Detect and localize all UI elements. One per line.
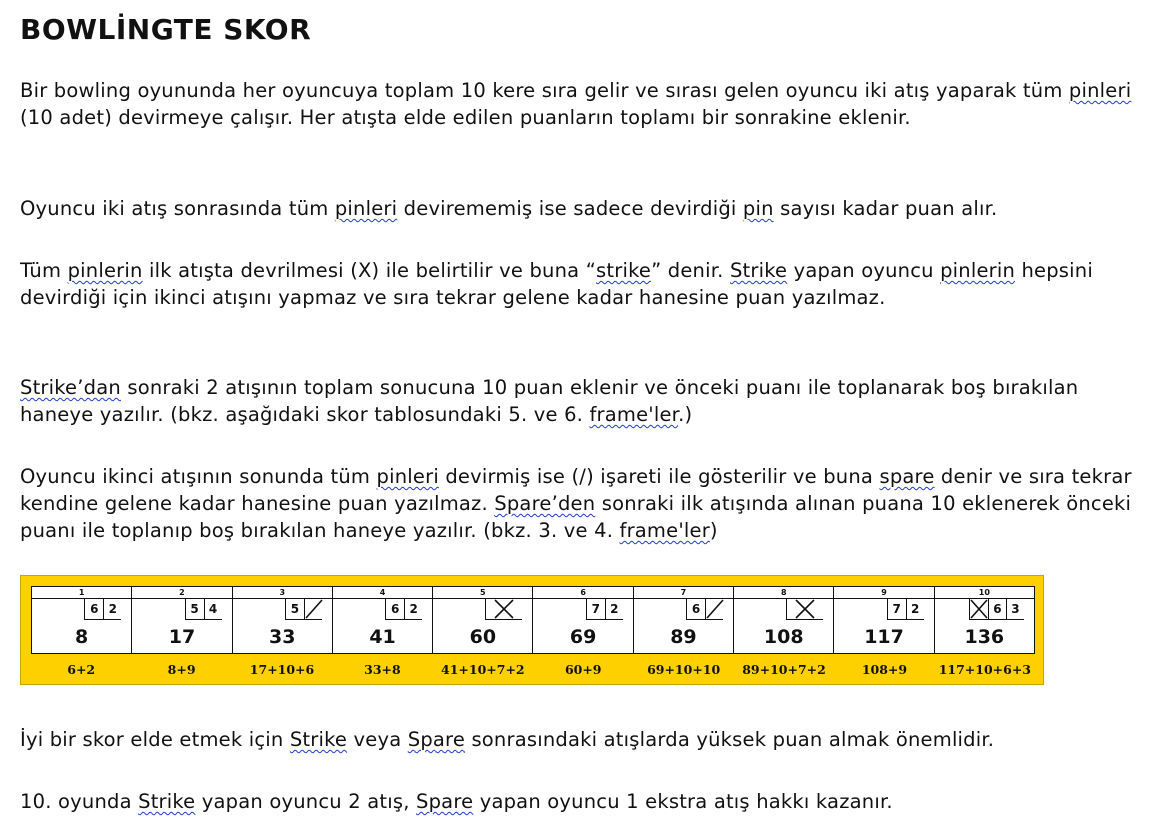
frame-number: 2 [132, 587, 231, 599]
frame-calculation: 33+8 [364, 662, 401, 677]
score-table [20, 575, 1044, 685]
paragraph-intro [20, 77, 1150, 131]
frame-total: 33 [269, 626, 296, 648]
score-frame [233, 587, 333, 653]
text-run: İyi bir skor elde etmek için [20, 728, 290, 751]
frame-number: 1 [32, 587, 131, 599]
spellcheck-word: Spare [416, 790, 474, 813]
frame-rolls [786, 599, 823, 620]
text-run: hepsini devirdiği için ikinci atışını yapmaz ve sıra tekrar gelene kadar hanesine puan yazılmaz. [20, 259, 1093, 309]
score-frame [132, 587, 232, 653]
frame-number: 9 [834, 587, 933, 599]
score-frame [935, 587, 1034, 653]
text-run: Bir bowling oyununda her oyuncuya toplam 10 kere sıra gelir ve sırası gelen oyuncu iki atış yaparak tüm [20, 79, 1069, 102]
spellcheck-word: Spare’den [494, 492, 596, 515]
roll-value: 2 [103, 599, 121, 619]
spellcheck-word: Spare [407, 728, 466, 751]
spellcheck-word: Strike [289, 728, 348, 751]
text-run: veya [347, 728, 408, 751]
text-run: sayısı kadar puan alır. [773, 197, 998, 220]
spellcheck-word: pin [742, 197, 774, 220]
frame-calculation: 60+9 [564, 662, 602, 677]
frame-number: 4 [333, 587, 432, 599]
text-run: sonraki ilk atışında alınan puana 10 eklenerek önceki puanı ile toplanıp boş bırakılan haneye yazılır. (bkz. 3. ve 4. [20, 492, 1132, 542]
text-run: .) [678, 403, 693, 426]
spellcheck-word: pinleri [376, 465, 439, 488]
roll-value: 2 [605, 599, 623, 619]
frame-rolls [969, 599, 1024, 620]
text-run: devirememiş ise sadece devirdiği [397, 197, 743, 220]
text-run: denir ve sıra tekrar kendine gelene kadar hanesine puan yazılmaz. [20, 465, 1132, 515]
frame-total: 60 [469, 626, 497, 648]
spellcheck-word: pinleri [1068, 79, 1132, 102]
roll-value: 4 [204, 599, 222, 619]
spellcheck-word: Strike [729, 259, 788, 282]
spare-mark-icon [304, 599, 322, 619]
roll-value: 7 [892, 602, 901, 616]
score-calculations [31, 660, 1035, 680]
frame-total: 117 [864, 626, 904, 648]
frame-total: 136 [964, 626, 1005, 648]
text-run: sonrasındaki atışlarda yüksek puan almak önemlidir. [465, 728, 995, 751]
paragraph-open-frame [20, 195, 997, 222]
strike-mark-icon [486, 599, 522, 619]
spellcheck-word: strike [596, 259, 652, 282]
spellcheck-word: Strike’dan [20, 376, 121, 399]
frame-rolls [185, 599, 222, 620]
paragraph-tenth-frame [20, 788, 893, 815]
spellcheck-word: pinlerin [67, 259, 143, 282]
score-frame [634, 587, 734, 653]
roll-value: 7 [591, 602, 600, 616]
frame-calculation: 6+2 [67, 662, 96, 677]
score-frame [533, 587, 633, 653]
frame-rolls [586, 599, 623, 620]
text-run: ilk atışta devrilmesi (X) ile belirtilir ve buna “ [142, 259, 597, 282]
frame-calculation: 108+9 [861, 662, 908, 677]
spellcheck-word: frame'ler [619, 519, 710, 542]
text-run: Tüm [20, 259, 68, 282]
spellcheck-word: pinlerin [940, 259, 1016, 282]
paragraph-spare [20, 463, 1150, 544]
text-run: yapan oyuncu 1 ekstra atış hakkı kazanır. [473, 790, 893, 813]
roll-value: 2 [404, 599, 422, 619]
text-run: ” denir. [651, 259, 730, 282]
frame-total: 8 [75, 626, 89, 648]
score-frame [734, 587, 834, 653]
paragraph-tip [20, 726, 994, 753]
frame-calculation: 89+10+7+2 [742, 662, 826, 677]
frame-number: 6 [533, 587, 632, 599]
text-run: Oyuncu ikinci atışının sonunda tüm [20, 465, 377, 488]
roll-value: 6 [391, 602, 400, 616]
frame-rolls [485, 599, 522, 620]
frame-number: 10 [935, 587, 1034, 599]
frame-number: 3 [233, 587, 332, 599]
spare-mark-icon [705, 599, 723, 619]
roll-value: 5 [190, 602, 199, 616]
roll-value: 6 [691, 602, 701, 616]
text-run: sonraki 2 atışının toplam sonucuna 10 puan eklenir ve önceki puanı ile toplanarak boş bırakılan haneye yazılır. (bkz. aşağıdaki skor tablosundaki 5. ve 6. [20, 376, 1079, 426]
score-frame [834, 587, 934, 653]
frame-total: 89 [670, 626, 697, 648]
frame-number: 5 [433, 587, 532, 599]
roll-value: 5 [290, 602, 300, 616]
frame-calculation: 69+10+10 [647, 662, 721, 677]
roll-value: 2 [906, 599, 924, 619]
frame-rolls [385, 599, 422, 620]
spellcheck-word: pinleri [334, 197, 398, 220]
frame-total: 17 [168, 626, 196, 648]
frame-number: 8 [734, 587, 833, 599]
frame-calculation: 17+10+6 [249, 662, 315, 677]
page-title: BOWLİNGTE SKOR [20, 13, 312, 46]
text-run: 10. oyunda [20, 790, 139, 813]
frame-rolls [84, 599, 121, 620]
text-run: yapan oyuncu 2 atış, [195, 790, 417, 813]
score-frame [433, 587, 533, 653]
frame-calculation: 8+9 [167, 662, 196, 677]
paragraph-strike [20, 257, 1150, 311]
strike-mark-icon [970, 599, 988, 619]
roll-value: 3 [1006, 599, 1024, 619]
frame-total: 69 [569, 626, 597, 648]
score-frame [32, 587, 132, 653]
spellcheck-word: Strike [138, 790, 196, 813]
frame-calculation: 117+10+6+3 [938, 662, 1032, 677]
score-frames [31, 586, 1035, 654]
frame-rolls [887, 599, 924, 620]
frame-number: 7 [634, 587, 733, 599]
text-run: ) [709, 519, 718, 542]
frame-rolls [686, 599, 723, 620]
frame-rolls [285, 599, 322, 620]
spellcheck-word: spare [879, 465, 935, 488]
paragraph-strike-bonus [20, 374, 1150, 428]
text-run: (10 adet) devirmeye çalışır. Her atışta elde edilen puanların toplamı bir sonrakine eklenir. [20, 106, 911, 129]
spellcheck-word: frame'ler [589, 403, 679, 426]
roll-value: 6 [90, 602, 99, 616]
document-page [20, 12, 1150, 813]
text-run: devirmiş ise (/) işareti ile gösterilir ve buna [438, 465, 880, 488]
text-run: Oyuncu iki atış sonrasında tüm [20, 197, 335, 220]
score-frame [333, 587, 433, 653]
frame-calculation: 41+10+7+2 [441, 662, 525, 677]
text-run: yapan oyuncu [787, 259, 941, 282]
frame-total: 41 [369, 626, 396, 648]
roll-value: 6 [988, 599, 1006, 619]
strike-mark-icon [787, 599, 823, 619]
frame-total: 108 [763, 626, 804, 648]
